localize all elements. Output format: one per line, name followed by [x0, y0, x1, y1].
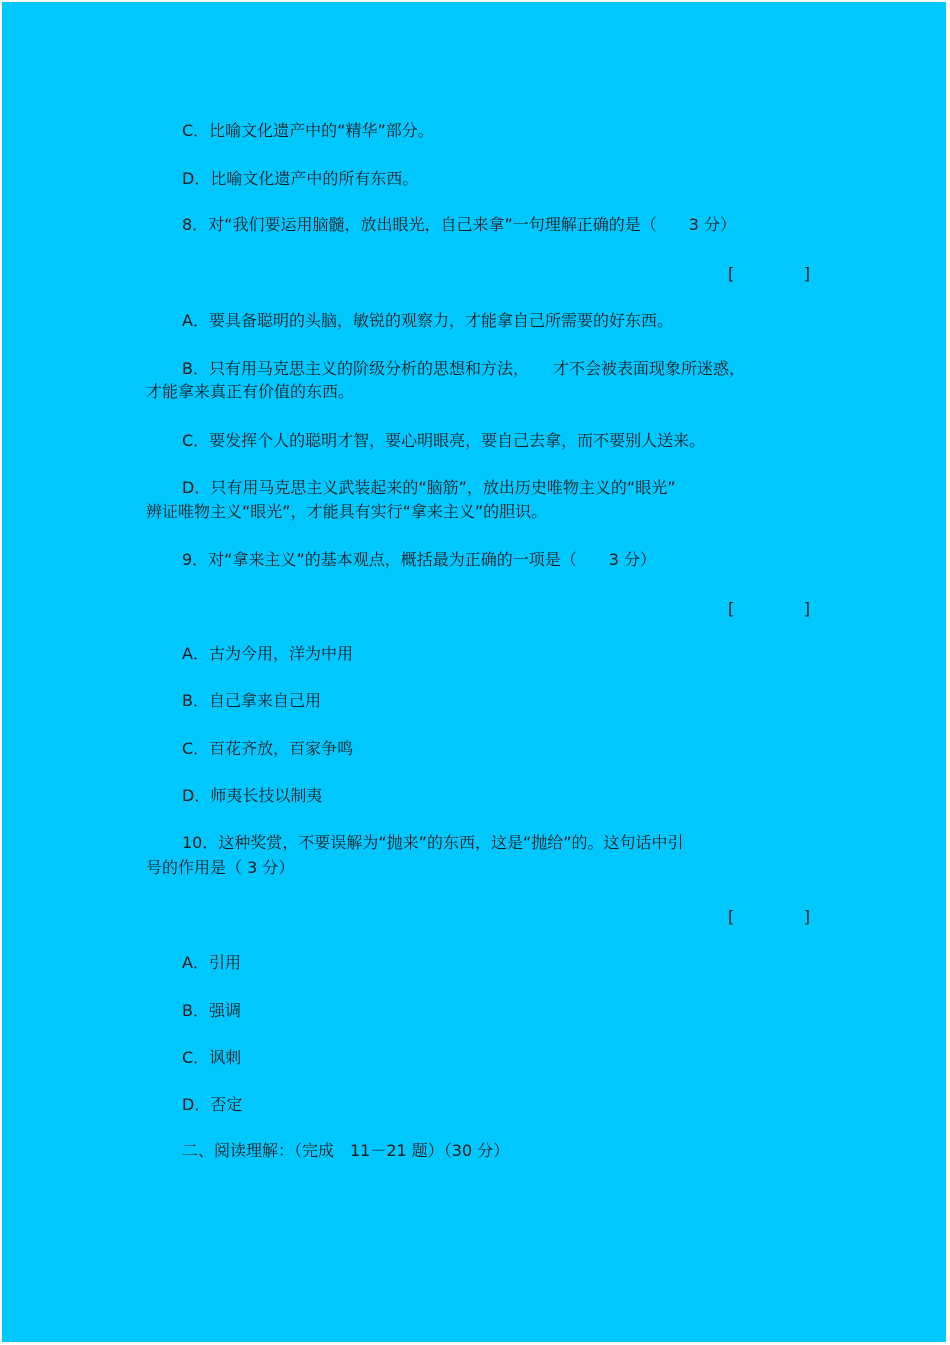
q10-option-a: A．引用 — [182, 953, 241, 972]
q8-option-d: D．只有用马克思主义武装起来的“脑筋”，放出历史唯物主义的“眼光” — [182, 478, 676, 497]
q8-option-b: B．只有用马克思主义的阶级分析的思想和方法， 才不会被表面现象所迷惑， — [182, 359, 745, 378]
bracket-right: ] — [803, 907, 810, 926]
bracket-right: ] — [803, 264, 810, 283]
q8-option-b-continued: 才能拿来真正有价值的东西。 — [146, 382, 355, 401]
q8-stem: 8．对“我们要运用脑髓，放出眼光，自己来拿”一句理解正确的是（ 3 分） — [182, 215, 737, 234]
bracket-left: [ — [728, 907, 735, 926]
section-heading-reading: 二、阅读理解：（完成 11－21 题）（30 分） — [182, 1141, 510, 1160]
q7-option-c: C．比喻文化遗产中的“精华”部分。 — [182, 121, 434, 140]
q7-option-d: D．比喻文化遗产中的所有东西。 — [182, 169, 419, 188]
q10-option-d: D．否定 — [182, 1095, 243, 1114]
bracket-left: [ — [728, 599, 735, 618]
q10-stem-continued: 号的作用是（ 3 分） — [146, 858, 295, 877]
q9-option-c: C．百花齐放，百家争鸣 — [182, 739, 354, 758]
q9-option-d: D．师夷长技以制夷 — [182, 786, 323, 805]
q10-stem: 10．这种奖赏，不要误解为“抛来”的东西，这是“抛给”的。这句话中引 — [182, 833, 684, 852]
document-page — [2, 2, 946, 1342]
q9-stem: 9．对“拿来主义”的基本观点，概括最为正确的一项是（ 3 分） — [182, 550, 657, 569]
q8-option-c: C．要发挥个人的聪明才智，要心明眼亮，要自己去拿，而不要别人送来。 — [182, 431, 706, 450]
bracket-left: [ — [728, 264, 735, 283]
q9-option-a: A．古为今用，洋为中用 — [182, 644, 353, 663]
q9-option-b: B．自己拿来自己用 — [182, 691, 321, 710]
q10-option-c: C．讽刺 — [182, 1048, 242, 1067]
q8-option-a: A．要具备聪明的头脑，敏锐的观察力，才能拿自己所需要的好东西。 — [182, 311, 673, 330]
bracket-right: ] — [803, 599, 810, 618]
q10-option-b: B．强调 — [182, 1001, 241, 1020]
q8-option-d-continued: 辨证唯物主义“眼光”，才能具有实行“拿来主义”的胆识。 — [146, 502, 548, 521]
